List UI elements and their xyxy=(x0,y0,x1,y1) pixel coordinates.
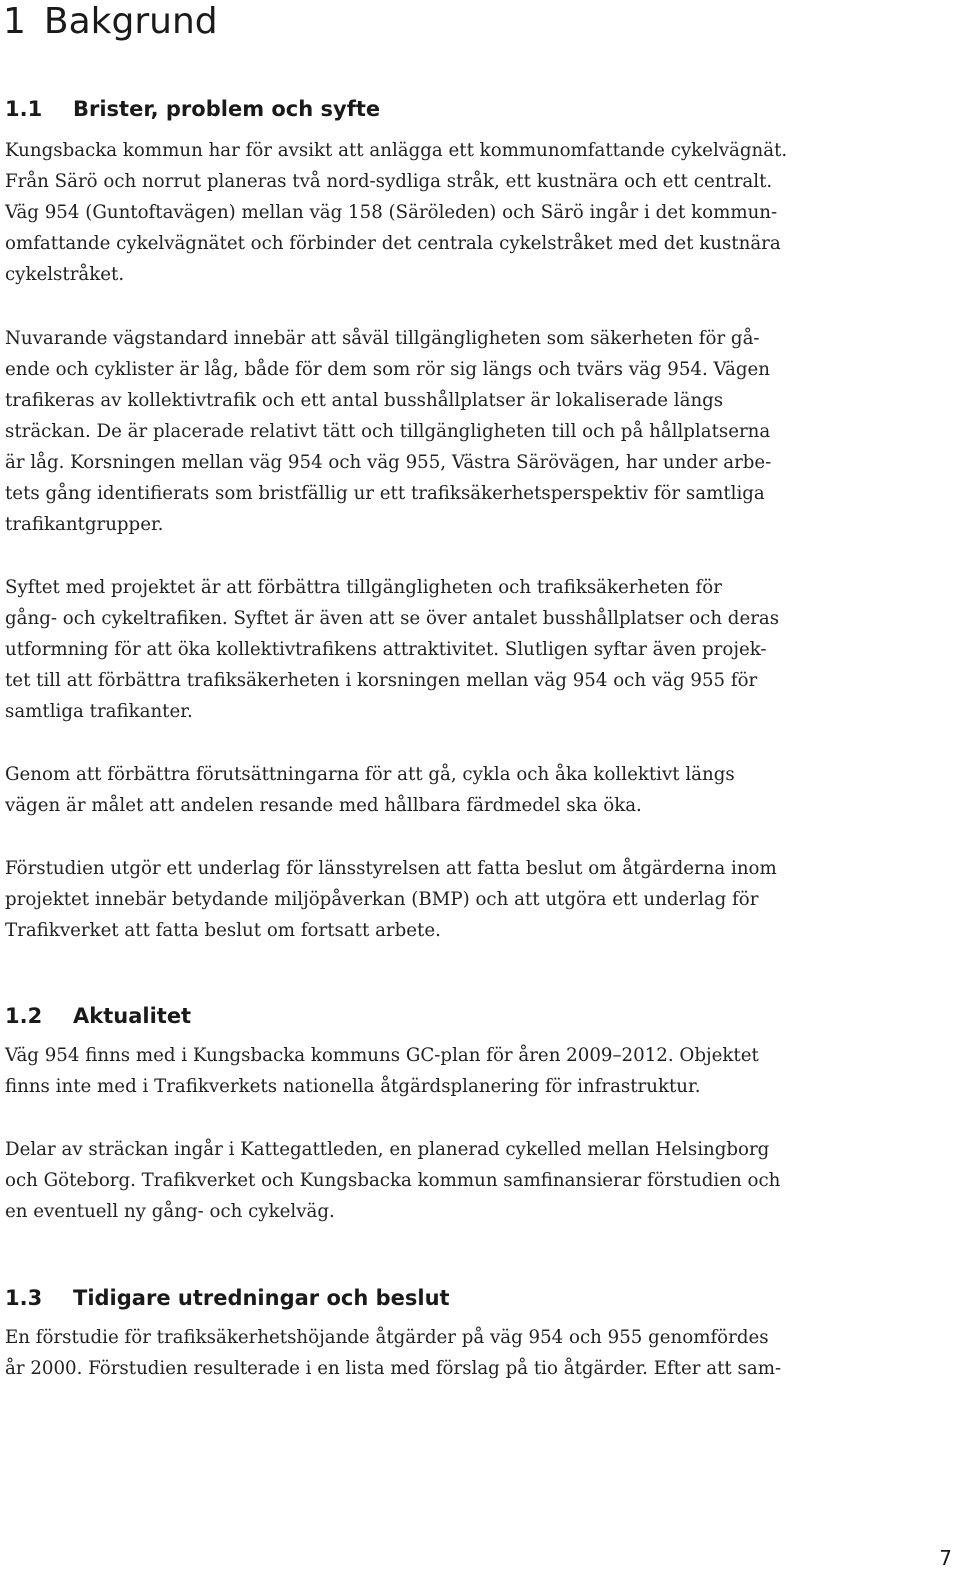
text-line: Väg 954 (Guntoftavägen) mellan väg 158 (Säröleden) och Särö ingår i det kommun- xyxy=(5,202,778,223)
paragraph xyxy=(5,323,905,540)
section-heading-1-2 xyxy=(5,1001,191,1031)
section-title: Brister, problem och syfte xyxy=(73,97,381,121)
text-line: Väg 954 finns med i Kungsbacka kommuns GC-plan för åren 2009–2012. Objektet xyxy=(5,1045,759,1066)
text-line: Kungsbacka kommun har för avsikt att anlägga ett kommunomfattande cykelvägnät. xyxy=(5,140,788,161)
text-line: vägen är målet att andelen resande med hållbara färdmedel ska öka. xyxy=(5,795,642,816)
section-heading-1-1 xyxy=(5,94,380,124)
text-line: och Göteborg. Trafikverket och Kungsbacka kommun samfinansierar förstudien och xyxy=(5,1170,781,1191)
chapter-heading xyxy=(3,0,218,44)
section-number: 1.2 xyxy=(5,1004,43,1028)
text-line: ende och cyklister är låg, både för dem som rör sig längs och tvärs väg 954. Vägen xyxy=(5,359,770,380)
paragraph xyxy=(5,135,905,290)
paragraph xyxy=(5,1322,905,1384)
paragraph xyxy=(5,1134,905,1227)
chapter-number: 1 xyxy=(3,1,26,42)
text-line: finns inte med i Trafikverkets nationella åtgärdsplanering för infrastruktur. xyxy=(5,1076,701,1097)
text-line: Förstudien utgör ett underlag för länsstyrelsen att fatta beslut om åtgärderna inom xyxy=(5,858,777,879)
text-line: samtliga trafikanter. xyxy=(5,701,193,722)
text-line: tets gång identifierats som bristfällig ur ett trafiksäkerhetsperspektiv för samtliga xyxy=(5,483,765,504)
text-line: En förstudie för trafiksäkerhetshöjande åtgärder på väg 954 och 955 genomfördes xyxy=(5,1327,769,1348)
text-line: Från Särö och norrut planeras två nord-sydliga stråk, ett kustnära och ett centralt. xyxy=(5,171,773,192)
text-line: Nuvarande vägstandard innebär att såväl tillgängligheten som säkerheten för gå- xyxy=(5,328,760,349)
text-line: Syftet med projektet är att förbättra tillgängligheten och trafiksäkerheten för xyxy=(5,577,722,598)
section-title: Aktualitet xyxy=(73,1004,192,1028)
text-line: trafikantgrupper. xyxy=(5,514,164,535)
text-line: projektet innebär betydande miljöpåverkan (BMP) och att utgöra ett underlag för xyxy=(5,889,759,910)
chapter-title: Bakgrund xyxy=(43,1,218,42)
text-line: Delar av sträckan ingår i Kattegattleden, en planerad cykelled mellan Helsingborg xyxy=(5,1139,770,1160)
paragraph xyxy=(5,572,905,727)
text-line: tet till att förbättra trafiksäkerheten i korsningen mellan väg 954 och väg 955 för xyxy=(5,670,758,691)
text-line: omfattande cykelvägnätet och förbinder det centrala cykelstråket med det kustnära xyxy=(5,233,781,254)
paragraph xyxy=(5,1040,905,1102)
paragraph xyxy=(5,759,905,821)
section-heading-1-3 xyxy=(5,1283,450,1313)
section-title: Tidigare utredningar och beslut xyxy=(73,1286,450,1310)
text-line: gång- och cykeltrafiken. Syftet är även att se över antalet busshållplatser och deras xyxy=(5,608,780,629)
section-number: 1.3 xyxy=(5,1286,43,1310)
text-line: utformning för att öka kollektivtrafikens attraktivitet. Slutligen syftar även projek- xyxy=(5,639,767,660)
section-number: 1.1 xyxy=(5,97,43,121)
text-line: år 2000. Förstudien resulterade i en lista med förslag på tio åtgärder. Efter att sam- xyxy=(5,1358,782,1379)
text-line: sträckan. De är placerade relativt tätt och tillgängligheten till och på hållplatserna xyxy=(5,421,771,442)
text-line: trafikeras av kollektivtrafik och ett antal busshållplatser är lokaliserade längs xyxy=(5,390,724,411)
text-line: är låg. Korsningen mellan väg 954 och väg 955, Västra Särövägen, har under arbe- xyxy=(5,452,772,473)
page-number: 7 xyxy=(939,1546,952,1570)
text-line: Trafikverket att fatta beslut om fortsatt arbete. xyxy=(5,920,441,941)
paragraph xyxy=(5,853,905,946)
text-line: cykelstråket. xyxy=(5,264,125,285)
text-line: Genom att förbättra förutsättningarna för att gå, cykla och åka kollektivt längs xyxy=(5,764,735,785)
text-line: en eventuell ny gång- och cykelväg. xyxy=(5,1201,335,1222)
